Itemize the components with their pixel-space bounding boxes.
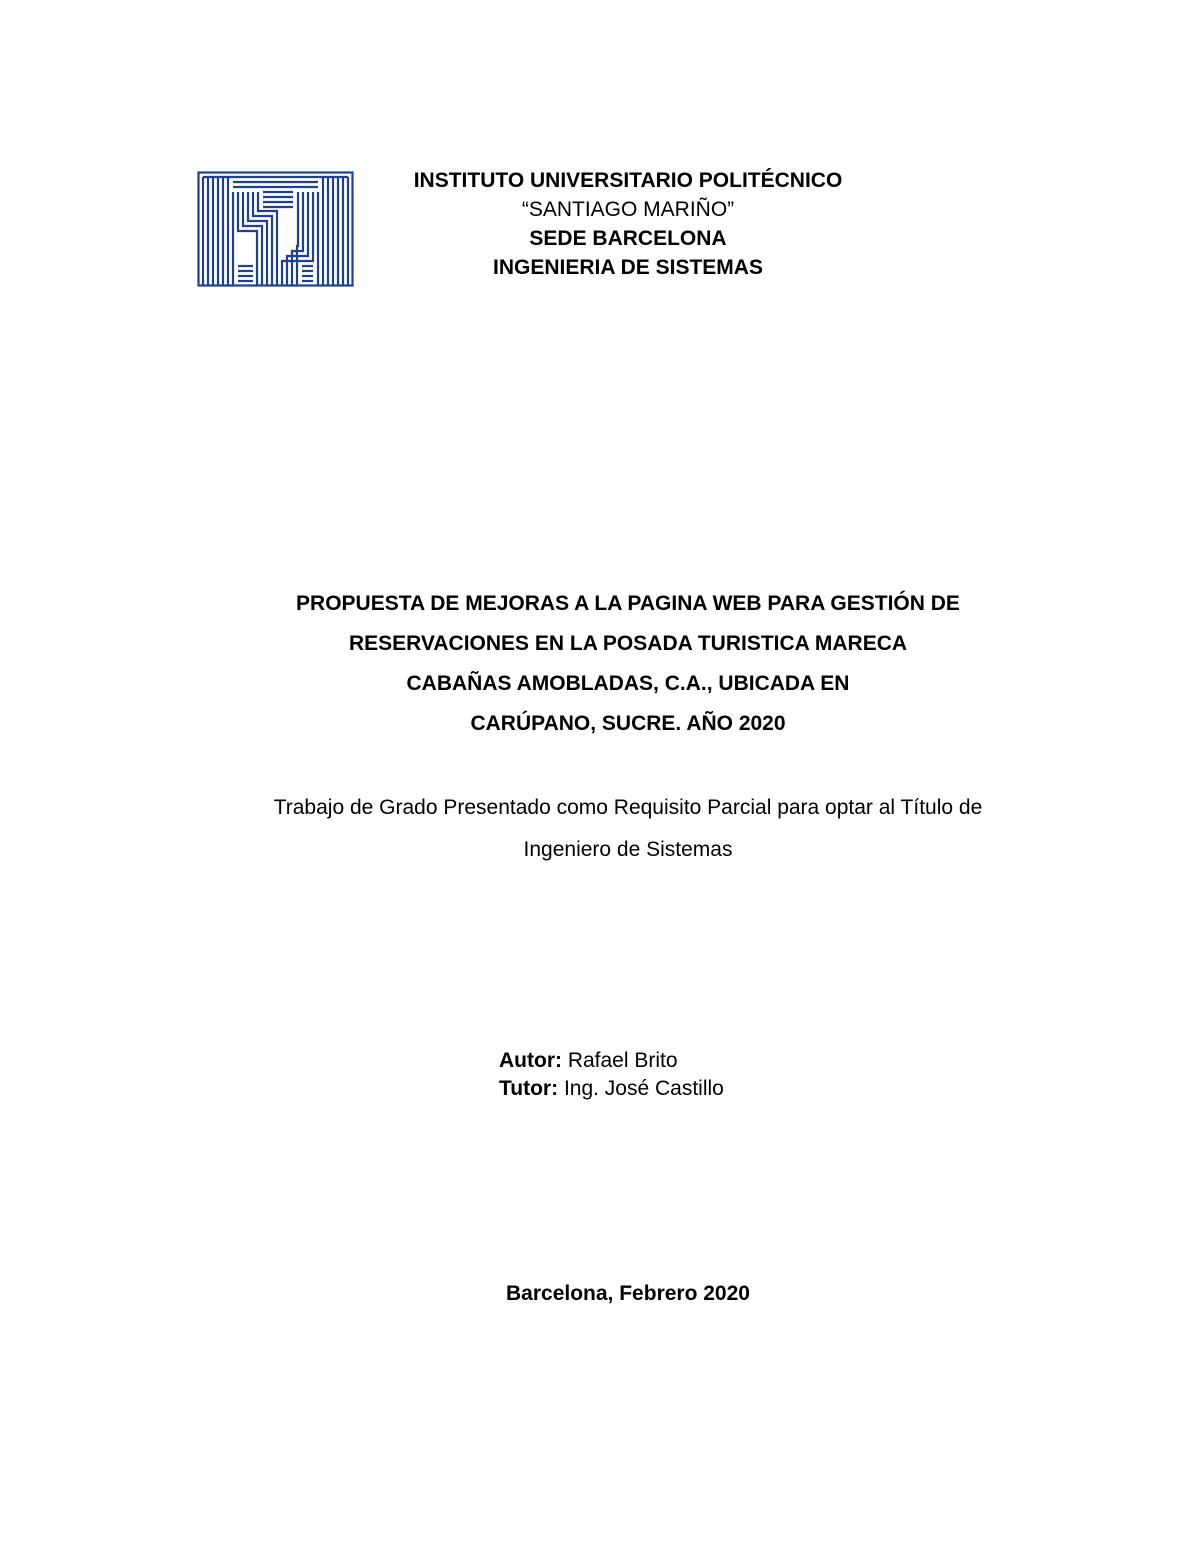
author-block <box>499 1047 724 1103</box>
institution-name: INSTITUTO UNIVERSITARIO POLITÉCNICO <box>413 169 843 192</box>
institution-header <box>300 166 956 282</box>
thesis-title-line: RESERVACIONES EN LA POSADA TURISTICA MARECA <box>348 632 908 655</box>
tutor-label: Tutor: <box>499 1077 559 1100</box>
subtitle-line: Trabajo de Grado Presentado como Requisito Parcial para optar al Título de <box>273 796 983 819</box>
tutor-name: Ing. José Castillo <box>563 1077 724 1100</box>
subtitle-line: Ingeniero de Sistemas <box>523 838 733 861</box>
thesis-title-line: CARÚPANO, SUCRE. AÑO 2020 <box>470 712 786 735</box>
campus-name: SEDE BARCELONA <box>529 227 727 250</box>
thesis-subtitle <box>150 787 1106 871</box>
tutor-row <box>499 1075 724 1103</box>
author-label: Autor: <box>499 1049 562 1072</box>
thesis-title-line: CABAÑAS AMOBLADAS, C.A., UBICADA EN <box>406 672 850 695</box>
thesis-title <box>150 584 1106 744</box>
department-name: INGENIERIA DE SISTEMAS <box>493 256 763 279</box>
place-date: Barcelona, Febrero 2020 <box>506 1282 750 1305</box>
author-row <box>499 1047 724 1075</box>
author-name: Rafael Brito <box>567 1049 678 1072</box>
institution-subname: “SANTIAGO MARIÑO” <box>521 198 735 221</box>
thesis-title-line: PROPUESTA DE MEJORAS A LA PAGINA WEB PARA GESTIÓN DE <box>296 592 960 615</box>
